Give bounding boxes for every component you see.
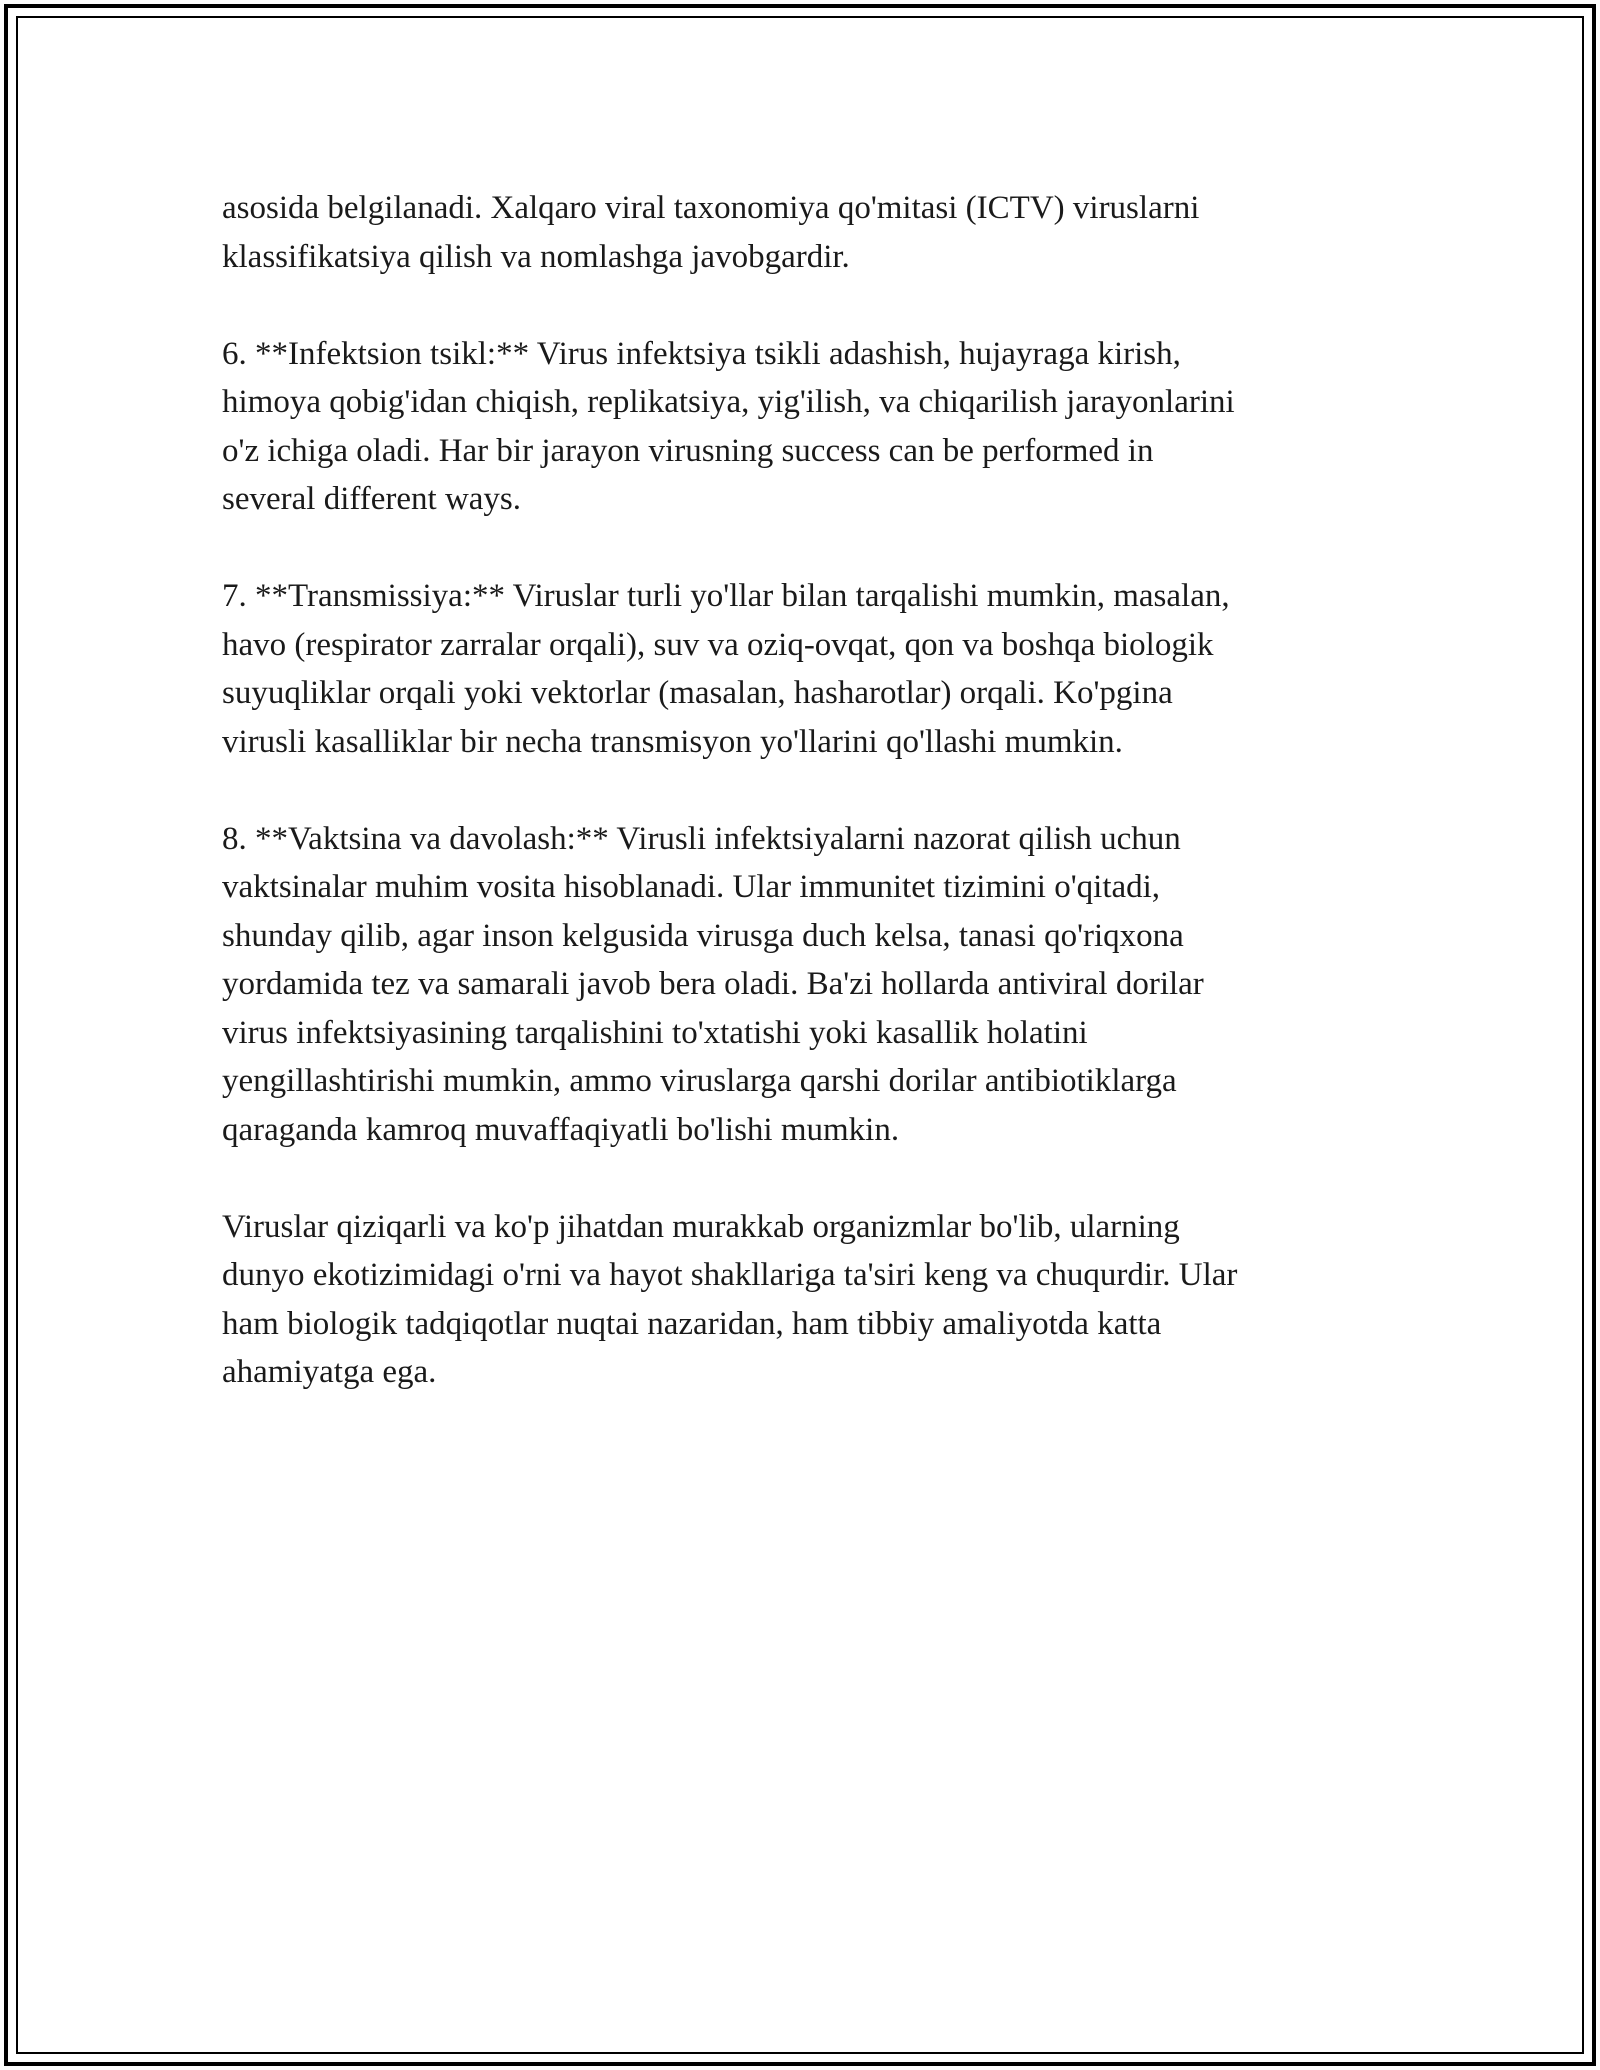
paragraph-conclusion: Viruslar qiziqarli va ko'p jihatdan murakkab organizmlar bo'lib, ularning dunyo ekotizimidagi o'rni va hayot shakllariga ta'siri keng va chuqurdir. Ular ham biologik tadqiqotlar nuqtai nazaridan, ham tibbiy amaliyotda katta ahamiyatga ega. — [222, 1208, 1238, 1390]
paragraph-classification-continued: asosida belgilanadi. Xalqaro viral taxonomiya qo'mitasi (ICTV) viruslarni klassifikatsiya qilish va nomlashga javobgardir. — [222, 190, 1200, 275]
document-body — [222, 184, 1402, 1397]
paragraph-transmission: 7. **Transmissiya:** Viruslar turli yo'llar bilan tarqalishi mumkin, masalan, havo (respirator zarralar orqali), suv va oziq-ovqat, qon va boshqa biologik suyuqliklar orqali yoki vektorlar (masalan, hasharotlar) orqali. Ko'pgina virusli kasalliklar bir necha transmisyon yo'llarini qo'llashi mumkin. — [222, 578, 1230, 760]
paragraph-vaccine-treatment: 8. **Vaktsina va davolash:** Virusli infektsiyalarni nazorat qilish uchun vaktsinalar muhim vosita hisoblanadi. Ular immunitet tizimini o'qitadi, shunday qilib, agar inson kelgusida virusga duch kelsa, tanasi qo'riqxona yordamida tez va samarali javob bera oladi. Ba'zi hollarda antiviral dorilar virus infektsiyasining tarqalishini to'xtatishi yoki kasallik holatini yengillashtirishi mumkin, ammo viruslarga qarshi dorilar antibiotiklarga qaraganda kamroq muvaffaqiyatli bo'lishi mumkin. — [222, 820, 1204, 1148]
paragraph-infection-cycle: 6. **Infektsion tsikl:** Virus infektsiya tsikli adashish, hujayraga kirish, himoya qobig'idan chiqish, replikatsiya, yig'ilish, va chiqarilish jarayonlarini o'z ichiga oladi. Har bir jarayon virusning success can be performed in several different ways. — [222, 335, 1235, 517]
